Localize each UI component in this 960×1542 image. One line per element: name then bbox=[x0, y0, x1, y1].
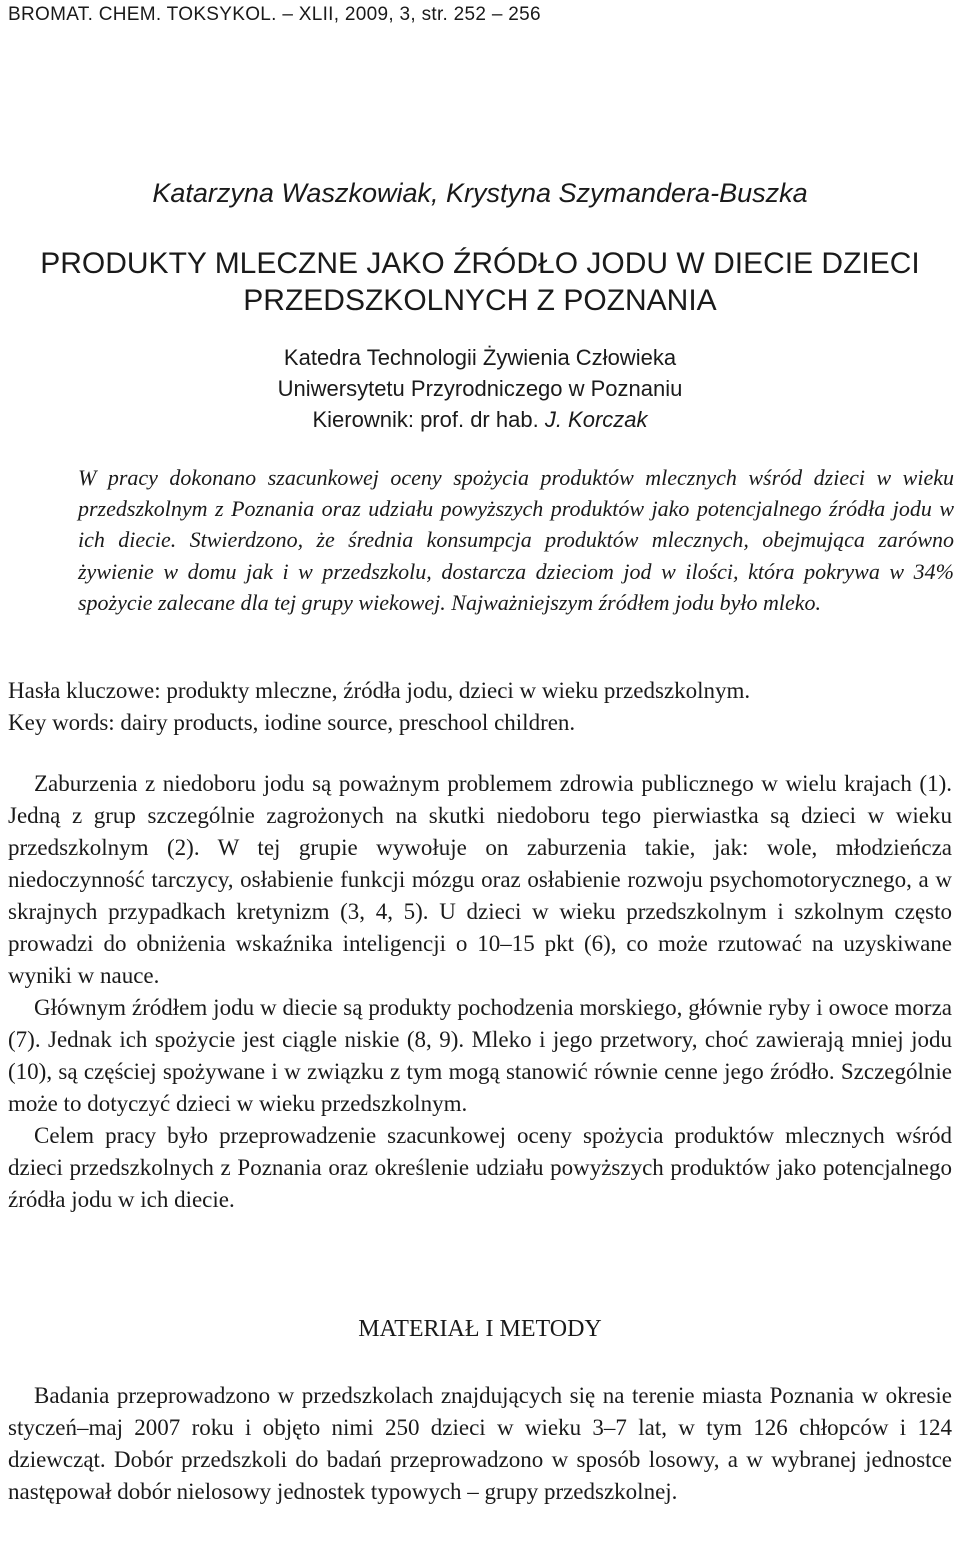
article-title bbox=[0, 245, 960, 319]
keywords-english: Key words: dairy products, iodine source, preschool children. bbox=[8, 710, 576, 735]
introduction bbox=[8, 768, 952, 1216]
intro-paragraph: Głównym źródłem jodu w diecie są produkty pochodzenia morskiego, głównie ryby i owoce morza (7). Jednak ich spożycie jest ciągle niskie (8, 9). Mleko i jego przetwory, choć zawierają mniej jodu (10), są częściej spożywane i w związku z tym mogą stanowić równie cenne jego źródło. Szczególnie może to dotyczyć dzieci w wieku przedszkolnym. bbox=[8, 995, 952, 1116]
journal-header: BROMAT. CHEM. TOKSYKOL. – XLII, 2009, 3, str. 252 – 256 bbox=[8, 4, 541, 25]
article-title-line-1: PRODUKTY MLECZNE JAKO ŹRÓDŁO JODU W DIECIE DZIECI bbox=[40, 247, 920, 280]
head-prefix: Kierownik: prof. dr hab. bbox=[312, 407, 545, 432]
affiliation bbox=[0, 342, 960, 435]
keywords-polish: Hasła kluczowe: produkty mleczne, źródła jodu, dzieci w wieku przedszkolnym. bbox=[8, 678, 751, 703]
intro-paragraph: Zaburzenia z niedoboru jodu są poważnym problemem zdrowia publicznego w wielu krajach (1). Jedną z grup szczególnie zagrożonych na skutki niedoboru tego pierwiastka są dzieci w wieku przedszkolnym (2). W tej grupie wywołuje on zaburzenia takie, jak: wole, młodzieńcza niedoczynność tarczycy, osłabienie funkcji mózgu oraz osłabienie rozwoju psychomotorycznego, a w skrajnych przypadkach kretynizm (3, 4, 5). U dzieci w wieku przedszkolnym i szkolnym często prowadzi do obniżenia wskaźnika inteligencji o 10–15 pkt (6), co może rzutować na uzyskiwane wyniki w nauce. bbox=[8, 771, 952, 988]
section-heading: MATERIAŁ I METODY bbox=[358, 1316, 602, 1342]
article-authors: Katarzyna Waszkowiak, Krystyna Szymandera-Buszka bbox=[152, 178, 808, 208]
affiliation-head bbox=[0, 404, 960, 435]
affiliation-department: Katedra Technologii Żywienia Człowieka bbox=[283, 345, 677, 370]
methods-paragraph: Badania przeprowadzono w przedszkolach znajdujących się na terenie miasta Poznania w okresie styczeń–maj 2007 roku i objęto nimi 250 dzieci w wieku 3–7 lat, w tym 126 chłopców i 124 dziewcząt. Dobór przedszkoli do badań przeprowadzono w sposób losowy, a w wybranej jednostce następował dobór nielosowy jednostek typowych – grupy przedszkolnej. bbox=[8, 1383, 952, 1504]
affiliation-university: Uniwersytetu Przyrodniczego w Poznaniu bbox=[277, 376, 683, 401]
head-name: J. Korczak bbox=[544, 407, 648, 432]
abstract: W pracy dokonano szacunkowej oceny spożycia produktów mlecznych wśród dzieci w wieku przedszkolnym z Poznania oraz udziału powyższych produktów jako potencjalnego źródła jodu w ich diecie. Stwierdzono, że średnia konsumpcja produktów mlecznych, obejmująca zarówno żywienie w domu jak i w przedszkolu, dostarcza dzieciom jod w ilości, która pokrywa w 34% spożycie zalecane dla tej grupy wiekowej. Najważniejszym źródłem jodu było mleko. bbox=[78, 465, 954, 615]
methods bbox=[8, 1380, 952, 1508]
article-title-line-2: PRZEDSZKOLNYCH Z POZNANIA bbox=[243, 284, 717, 317]
intro-paragraph: Celem pracy było przeprowadzenie szacunkowej oceny spożycia produktów mlecznych wśród dzieci przedszkolnych z Poznania oraz określenie udziału powyższych produktów jako potencjalnego źródła jodu w ich diecie. bbox=[8, 1123, 952, 1212]
keywords bbox=[8, 675, 952, 739]
